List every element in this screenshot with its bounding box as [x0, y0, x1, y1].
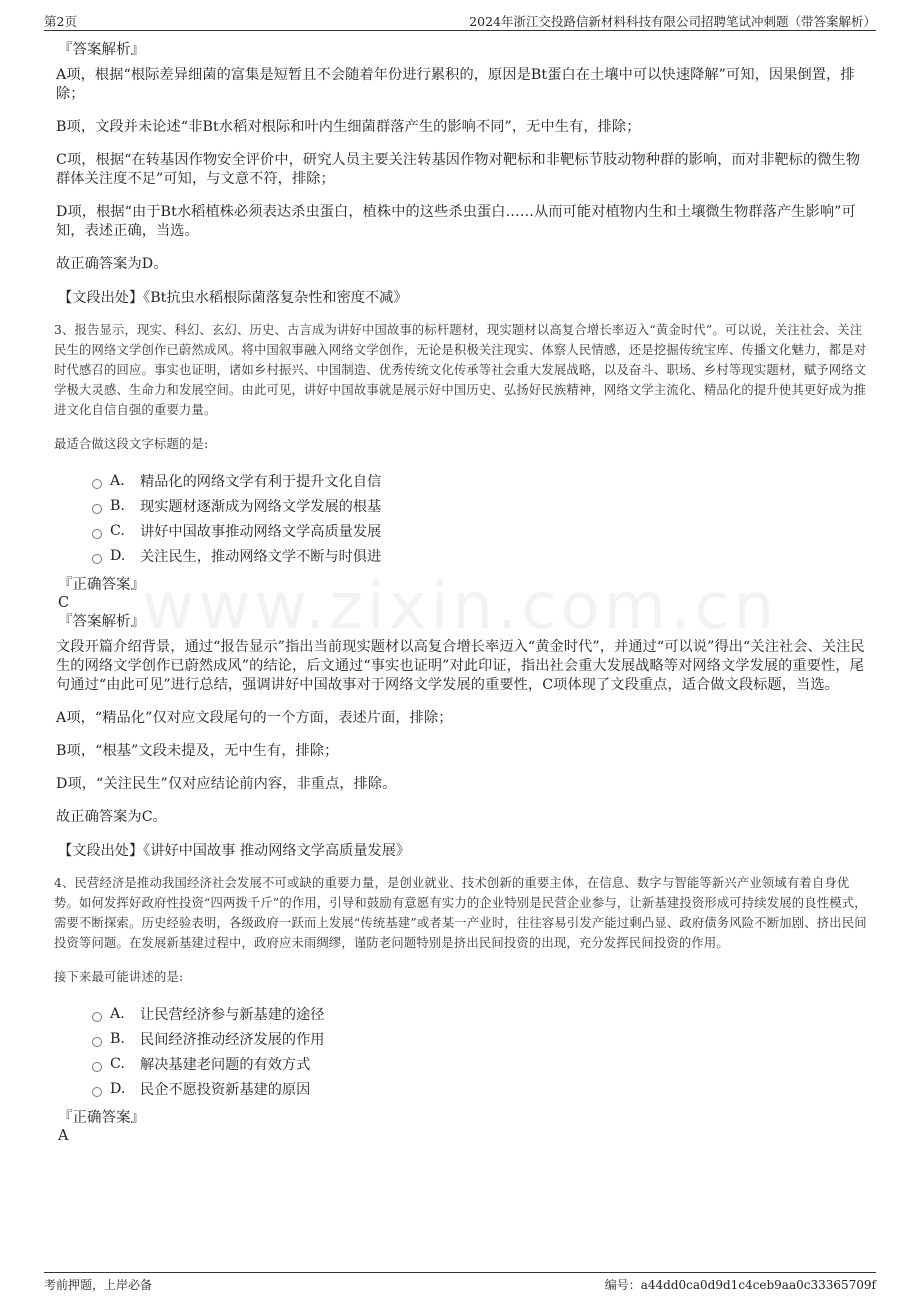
correct-answer-value: C	[58, 595, 70, 611]
passage-source: 【文段出处】《Bt抗虫水稻根际菌落复杂性和密度不减》	[58, 290, 408, 306]
page-footer	[44, 1272, 876, 1293]
question-4-options	[92, 1001, 874, 1101]
document-title: 2024年浙江交投路信新材料科技有限公司招聘笔试冲刺题（带答案解析）	[469, 14, 876, 29]
correct-answer-label: 『正确答案』	[58, 1110, 145, 1126]
watermark: www.zixin.com.cn	[141, 570, 779, 644]
analysis-para: 文段开篇介绍背景，通过“报告显示”指出当前现实题材以高复合增长率迈入“黄金时代”，并通过“可以说”得出“关注社会、关注民生的网络文学创作已蔚然成风”的结论，后文通过“事实也证明”对此印证，指出社会重大发展战略等对网络文学发展的重要性，尾句通过“由此可见”进行总结，强调讲好中国故事对于网络文学发展的重要性，C项体现了文段重点，适合做文段标题，当选。	[56, 639, 865, 693]
option-a[interactable]: A. 让民营经济参与新基建的途径	[92, 1001, 874, 1026]
analysis-para: D项，根据“由于Bt水稻植株必须表达杀虫蛋白，植株中的这些杀虫蛋白……从而可能对植物内生和土壤微生物群落产生影响”可知，表述正确，当选。	[56, 204, 856, 239]
document-id: 编号：a44dd0ca0d9d1c4ceb9aa0c33365709f	[604, 1278, 876, 1292]
option-b[interactable]: B. 现实题材逐渐成为网络文学发展的根基	[92, 493, 874, 518]
analysis-para: D项，“关注民生”仅对应结论前内容，非重点，排除。	[56, 776, 397, 792]
option-d[interactable]: D. 关注民生，推动网络文学不断与时俱进	[92, 543, 874, 568]
radio-icon[interactable]	[92, 504, 102, 514]
question-4-text: 4、民营经济是推动我国经济社会发展不可或缺的重要力量，是创业就业、技术创新的重要主体，在信息、数字与智能等新兴产业领域有着自身优势。如何发挥好政府性投资“四两拨千斤”的作用，引导和鼓励有意愿有实力的企业特别是民营企业参与，让新基建投资形成可持续发展的良性模式，需要不断探索。历史经验表明，各级政府一跃而上发展“传统基建”或者某一产业时，往往容易引发产能过剩凸显、政府债务风险不断加剧、挤出民间投资等问题。在发展新基建过程中，政府应未雨绸缪，谨防老问题特别是挤出民间投资的出现，充分发挥民间投资的作用。	[54, 876, 867, 950]
radio-icon[interactable]	[92, 1087, 102, 1097]
analysis-label-q2: 『答案解析』	[58, 42, 145, 58]
analysis-conclusion: 故正确答案为C。	[56, 809, 167, 825]
analysis-para: B项，“根基”文段未提及，无中生有，排除；	[56, 743, 339, 759]
correct-answer-value: A	[58, 1128, 69, 1144]
analysis-conclusion: 故正确答案为D。	[56, 256, 168, 272]
analysis-para: A项，“精品化”仅对应文段尾句的一个方面，表述片面，排除；	[56, 710, 453, 726]
page-number: 第2页	[44, 14, 77, 29]
analysis-label-q3: 『答案解析』	[58, 614, 145, 630]
question-4-prompt: 接下来最可能讲述的是:	[54, 970, 184, 984]
analysis-para: B项，文段并未论述“非Bt水稻对根际和叶内生细菌群落产生的影响不同”，无中生有，排除；	[56, 119, 641, 135]
radio-icon[interactable]	[92, 1012, 102, 1022]
radio-icon[interactable]	[92, 1062, 102, 1072]
question-3-options	[92, 468, 874, 568]
option-c[interactable]: C. 解决基建老问题的有效方式	[92, 1051, 874, 1076]
document-body	[54, 40, 874, 1145]
page-header	[44, 12, 876, 31]
correct-answer-label: 『正确答案』	[58, 577, 145, 593]
footer-slogan: 考前押题，上岸必备	[44, 1278, 153, 1292]
radio-icon[interactable]	[92, 479, 102, 489]
radio-icon[interactable]	[92, 1037, 102, 1047]
analysis-para: A项，根据“根际差异细菌的富集是短暂且不会随着年份进行累积的，原因是Bt蛋白在土壤中可以快速降解”可知，因果倒置，排除；	[56, 67, 855, 102]
question-3-prompt: 最适合做这段文字标题的是:	[54, 437, 209, 451]
option-d[interactable]: D. 民企不愿投资新基建的原因	[92, 1076, 874, 1101]
radio-icon[interactable]	[92, 529, 102, 539]
passage-source: 【文段出处】《讲好中国故事 推动网络文学高质量发展》	[58, 843, 411, 859]
radio-icon[interactable]	[92, 554, 102, 564]
question-3-text: 3、报告显示，现实、科幻、玄幻、历史、古言成为讲好中国故事的标杆题材，现实题材以高复合增长率迈入“黄金时代”。可以说，关注社会、关注民生的网络文学创作已蔚然成风。将中国叙事融入网络文学创作，无论是积极关注现实、体察人民情感，还是挖掘传统宝库、传播文化魅力，都是对时代感召的回应。事实也证明，诸如乡村振兴、中国制造、优秀传统文化传承等社会重大发展战略，以及奋斗、职场、乡村等现实题材，赋予网络文学极大灵感、生命力和发展空间。由此可见，讲好中国故事就是展示好中国历史、弘扬好民族精神，网络文学主流化、精品化的提升使其更好成为推进文化自信自强的重要力量。	[54, 323, 867, 417]
option-a[interactable]: A. 精品化的网络文学有利于提升文化自信	[92, 468, 874, 493]
analysis-para: C项，根据“在转基因作物安全评价中，研究人员主要关注转基因作物对靶标和非靶标节肢动物种群的影响，而对非靶标的微生物群体关注度不足”可知，与文意不符，排除；	[56, 152, 861, 187]
option-c[interactable]: C. 讲好中国故事推动网络文学高质量发展	[92, 518, 874, 543]
option-b[interactable]: B. 民间经济推动经济发展的作用	[92, 1026, 874, 1051]
